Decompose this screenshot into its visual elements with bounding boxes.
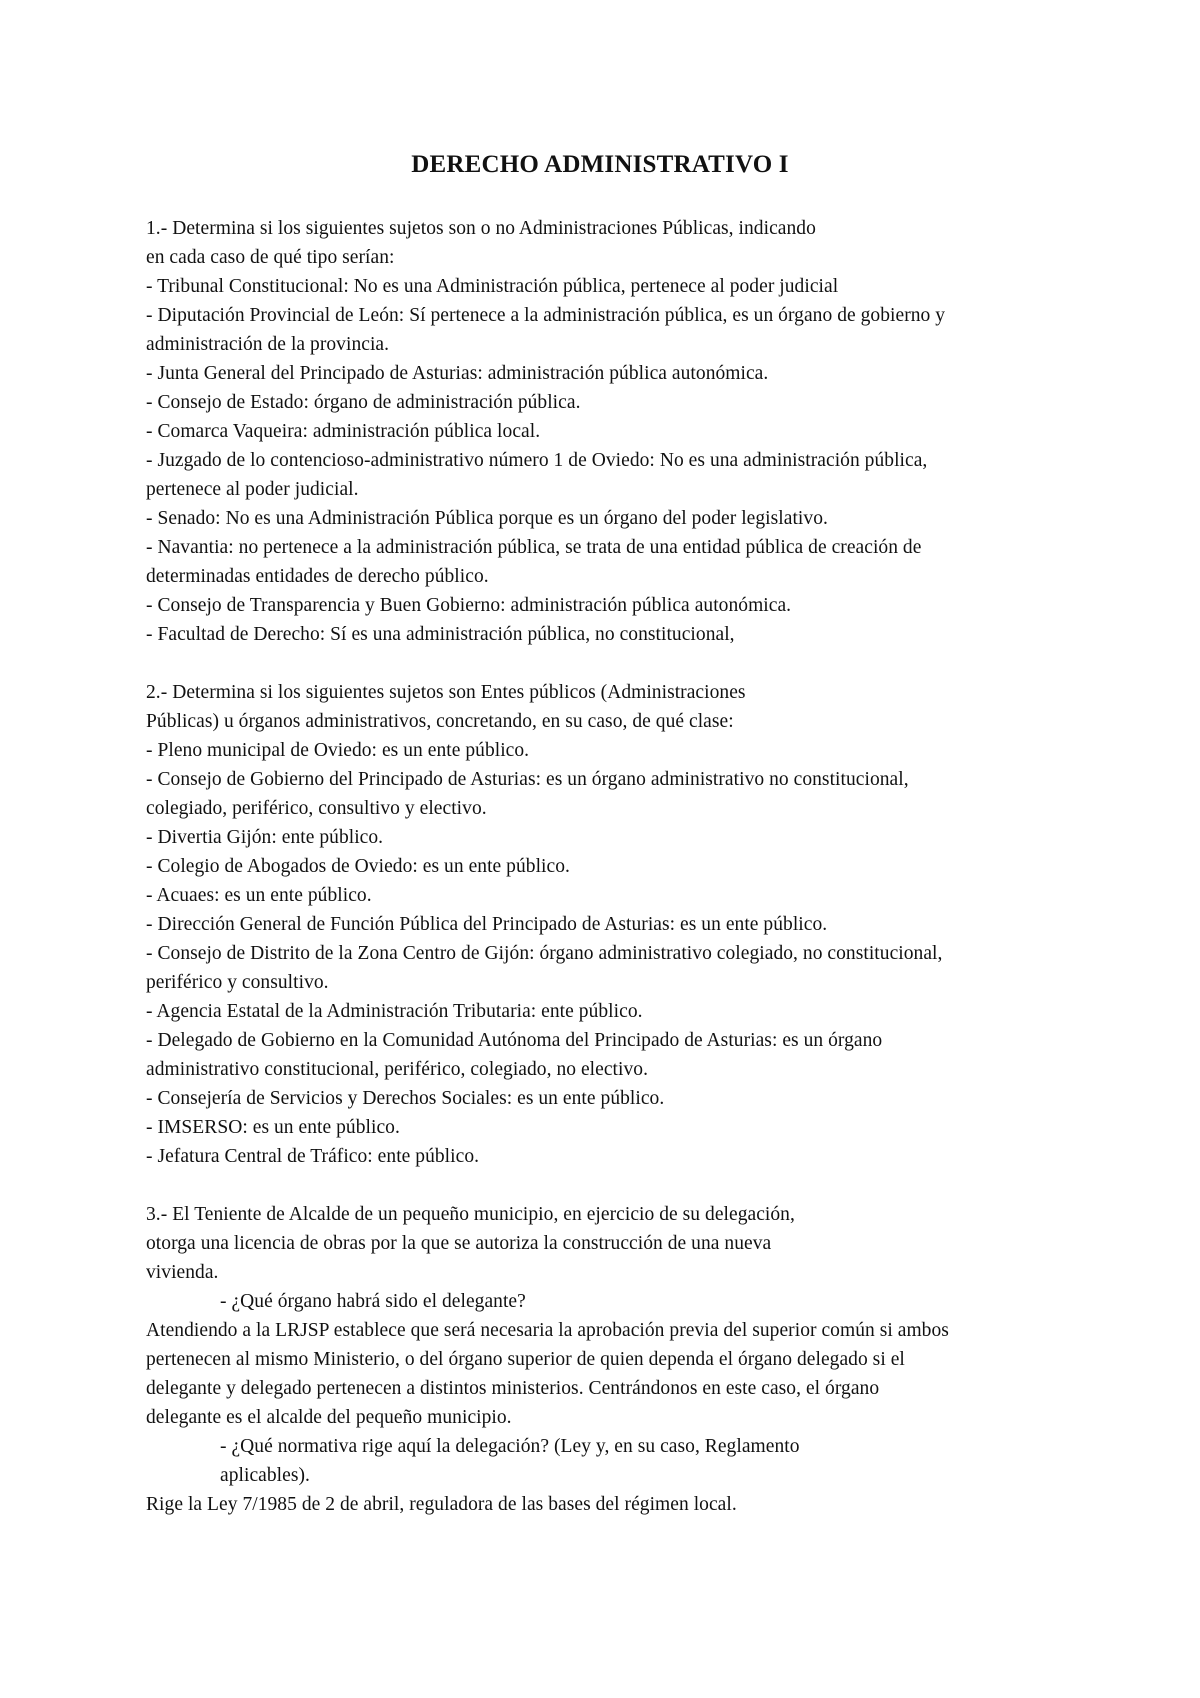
text-line: - Acuaes: es un ente público.: [146, 885, 372, 906]
text-line: 2.- Determina si los siguientes sujetos son Entes públicos (Administraciones: [146, 682, 746, 703]
text-line: - Pleno municipal de Oviedo: es un ente público.: [146, 740, 530, 761]
text-line: - Consejo de Distrito de la Zona Centro de Gijón: órgano administrativo colegiado, no constitucional,: [146, 943, 943, 964]
text-line: - Senado: No es una Administración Pública porque es un órgano del poder legislativo.: [146, 508, 828, 529]
text-line: - Facultad de Derecho: Sí es una administración pública, no constitucional,: [146, 624, 735, 645]
text-line: pertenecen al mismo Ministerio, o del órgano superior de quien dependa el órgano delegado si el: [146, 1349, 905, 1370]
text-line: Rige la Ley 7/1985 de 2 de abril, reguladora de las bases del régimen local.: [146, 1494, 737, 1515]
text-line: - IMSERSO: es un ente público.: [146, 1117, 400, 1138]
text-line: - Navantia: no pertenece a la administración pública, se trata de una entidad pública de creación de: [146, 537, 922, 558]
text-line: - Diputación Provincial de León: Sí pertenece a la administración pública, es un órgano de gobierno y: [146, 305, 946, 326]
text-line: - Dirección General de Función Pública del Principado de Asturias: es un ente público.: [146, 914, 828, 935]
text-line: Atendiendo a la LRJSP establece que será necesaria la aprobación previa del superior común si ambos: [146, 1320, 949, 1341]
text-line: - Agencia Estatal de la Administración Tributaria: ente público.: [146, 1001, 643, 1022]
text-line: - Jefatura Central de Tráfico: ente público.: [146, 1146, 480, 1167]
text-line: - Colegio de Abogados de Oviedo: es un ente público.: [146, 856, 570, 877]
text-line: determinadas entidades de derecho público.: [146, 566, 489, 587]
text-line: - ¿Qué órgano habrá sido el delegante?: [220, 1291, 526, 1312]
text-line: colegiado, periférico, consultivo y electivo.: [146, 798, 487, 819]
text-line: - ¿Qué normativa rige aquí la delegación? (Ley y, en su caso, Reglamento: [220, 1436, 800, 1457]
text-line: periférico y consultivo.: [146, 972, 329, 993]
text-line: - Consejo de Gobierno del Principado de Asturias: es un órgano administrativo no constitucional,: [146, 769, 909, 790]
text-line: - Delegado de Gobierno en la Comunidad Autónoma del Principado de Asturias: es un órgano: [146, 1030, 883, 1051]
text-line: - Comarca Vaqueira: administración pública local.: [146, 421, 541, 442]
text-line: 3.- El Teniente de Alcalde de un pequeño municipio, en ejercicio de su delegación,: [146, 1204, 795, 1225]
text-line: delegante y delegado pertenecen a distintos ministerios. Centrándonos en este caso, el órgano: [146, 1378, 880, 1399]
document-title: DERECHO ADMINISTRATIVO I: [411, 151, 789, 178]
text-line: 1.- Determina si los siguientes sujetos son o no Administraciones Públicas, indicando: [146, 218, 816, 239]
text-line: administración de la provincia.: [146, 334, 390, 355]
text-line: aplicables).: [220, 1465, 310, 1486]
text-line: administrativo constitucional, periférico, colegiado, no electivo.: [146, 1059, 649, 1080]
text-line: - Consejo de Estado: órgano de administración pública.: [146, 392, 581, 413]
text-line: delegante es el alcalde del pequeño municipio.: [146, 1407, 512, 1428]
text-line: vivienda.: [146, 1262, 219, 1283]
text-line: - Juzgado de lo contencioso-administrativo número 1 de Oviedo: No es una administración pública,: [146, 450, 928, 471]
text-line: Públicas) u órganos administrativos, concretando, en su caso, de qué clase:: [146, 711, 734, 732]
text-line: pertenece al poder judicial.: [146, 479, 359, 500]
text-line: - Junta General del Principado de Asturias: administración pública autonómica.: [146, 363, 769, 384]
text-line: - Tribunal Constitucional: No es una Administración pública, pertenece al poder judicial: [146, 276, 839, 297]
text-line: otorga una licencia de obras por la que se autoriza la construcción de una nueva: [146, 1233, 772, 1254]
text-line: - Divertia Gijón: ente público.: [146, 827, 384, 848]
text-line: en cada caso de qué tipo serían:: [146, 247, 395, 268]
text-line: - Consejo de Transparencia y Buen Gobierno: administración pública autonómica.: [146, 595, 792, 616]
text-line: - Consejería de Servicios y Derechos Sociales: es un ente público.: [146, 1088, 665, 1109]
